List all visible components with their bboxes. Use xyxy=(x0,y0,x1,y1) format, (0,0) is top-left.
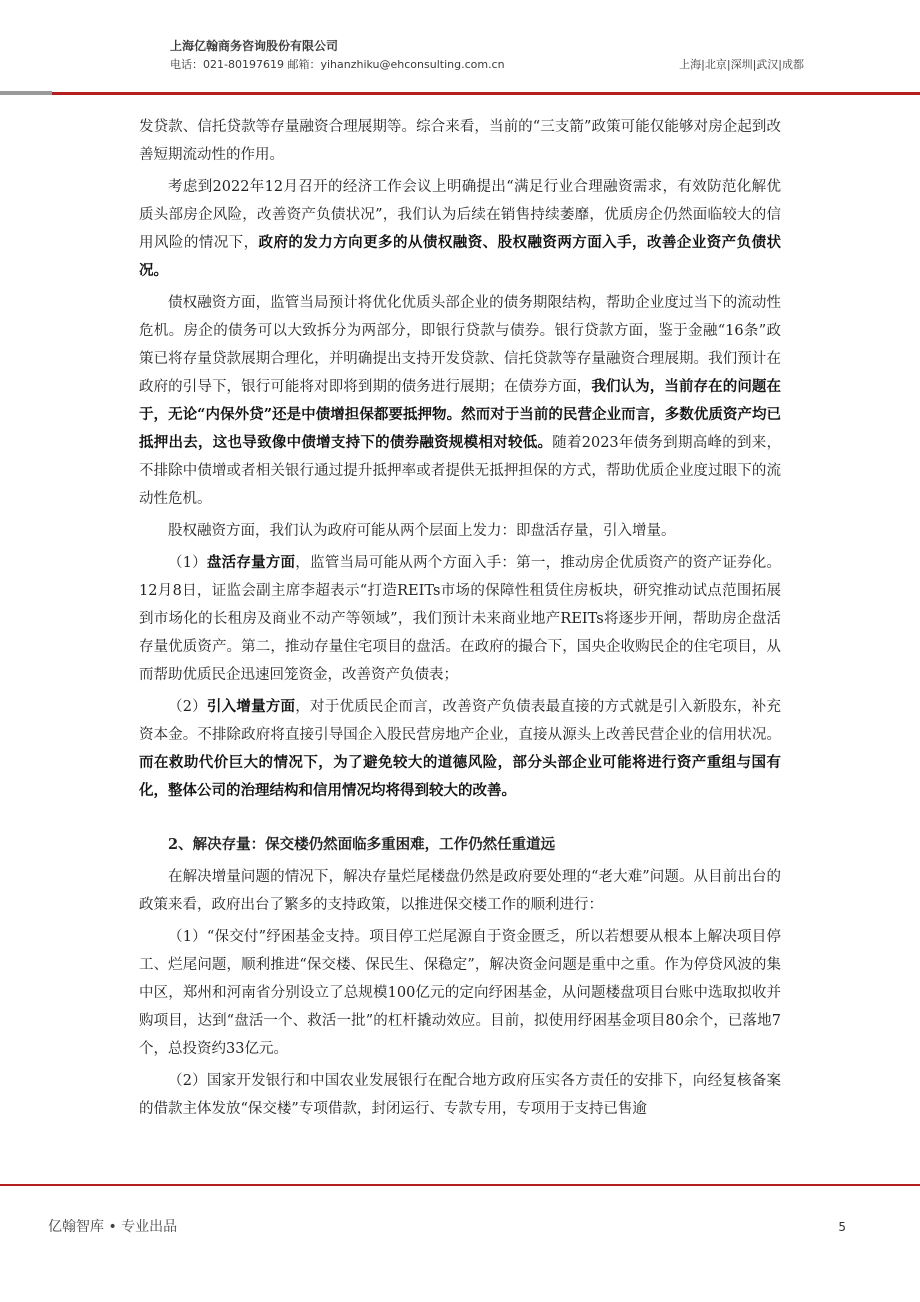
header-rule-red xyxy=(52,92,920,95)
paragraph-5-lead: （1） xyxy=(168,555,207,571)
paragraph-6 xyxy=(139,693,781,805)
paragraph-4: 股权融资方面，我们认为政府可能从两个层面上发力：即盘活存量，引入增量。 xyxy=(168,523,676,539)
contact-info: 电话：021-80197619 邮箱：yihanzhiku@ehconsulting.com.cn xyxy=(170,58,505,71)
section-heading: 2、解决存量：保交楼仍然面临多重困难，工作仍然任重道远 xyxy=(168,836,556,853)
paragraph-3 xyxy=(139,289,781,513)
paragraph-5-bold: 盘活存量方面 xyxy=(206,554,296,571)
paragraph-9: （2）国家开发银行和中国农业发展银行在配合地方政府压实各方责任的安排下，向经复核备案的借款主体发放“保交楼”专项借款，封闭运行、专款专用，专项用于支持已售逾 xyxy=(139,1073,781,1117)
header-rule-gray xyxy=(0,91,52,95)
paragraph-6-lead: （2） xyxy=(168,699,207,715)
paragraph-5 xyxy=(139,549,781,689)
company-name: 上海亿翰商务咨询股份有限公司 xyxy=(170,39,339,53)
page-body xyxy=(139,113,781,1127)
paragraph-6-bold: 引入增量方面 xyxy=(206,698,296,715)
office-cities: 上海|北京|深圳|武汉|成都 xyxy=(679,58,804,71)
footer-rule xyxy=(0,1184,920,1186)
paragraph-3-text: 债权融资方面，监管当局预计将优化优质头部企业的债务期限结构，帮助企业度过当下的流动性危机。房企的债务可以大致拆分为两部分，即银行贷款与债券。银行贷款方面，鉴于金融“16条”政策已将存量贷款展期合理化，并明确提出支持开发贷款、信托贷款等存量融资合理展期。我们预计在政府的引导下，银行可能将对即将到期的债务进行展期；在债券方面， xyxy=(139,295,781,395)
paragraph-1: 发贷款、信托贷款等存量融资合理展期等。综合来看，当前的“三支箭”政策可能仅能够对房企起到改善短期流动性的作用。 xyxy=(139,119,781,163)
paragraph-5-text: ，监管当局可能从两个方面入手：第一，推动房企优质资产的资产证券化。12月8日，证监会副主席李超表示“打造REITs市场的保障性租赁住房板块，研究推动试点范围拓展到市场化的长租房及商业不动产等领域”，我们预计未来商业地产REITs将逐步开闸，帮助房企盘活存量优质资产。第二，推动存量住宅项目的盘活。在政府的撮合下，国央企收购民企的住宅项目，从而帮助优质民企迅速回笼资金，改善资产负债表； xyxy=(139,555,781,683)
paragraph-6-bold-tail: 而在救助代价巨大的情况下，为了避免较大的道德风险，部分头部企业可能将进行资产重组与国有化，整体公司的治理结构和信用情况均将得到较大的改善。 xyxy=(139,754,781,799)
page-header xyxy=(0,0,920,100)
footer-brand: 亿翰智库 • 专业出品 xyxy=(48,1219,178,1235)
paragraph-3-bold: 我们认为，当前存在的问题在于，无论“内保外贷”还是中债增担保都要抵押物。然而对于当前的民营企业而言，多数优质资产均已抵押出去，这也导致像中债增支持下的债券融资规模相对较低。 xyxy=(139,378,782,451)
paragraph-6-text: ，对于优质民企而言，改善资产负债表最直接的方式就是引入新股东，补充资本金。不排除政府将直接引导国企入股民营房地产企业，直接从源头上改善民营企业的信用状况。 xyxy=(139,699,781,743)
paragraph-3-tail: 随着2023年债务到期高峰的到来，不排除中债增或者相关银行通过提升抵押率或者提供无抵押担保的方式，帮助优质企业度过眼下的流动性危机。 xyxy=(139,435,781,507)
paragraph-2-bold: 政府的发力方向更多的从债权融资、股权融资两方面入手，改善企业资产负债状况。 xyxy=(139,234,782,279)
paragraph-2-text: 考虑到2022年12月召开的经济工作会议上明确提出“满足行业合理融资需求，有效防范化解优质头部房企风险，改善资产负债状况”，我们认为后续在销售持续萎靡，优质房企仍然面临较大的信用风险的情况下， xyxy=(139,179,781,251)
paragraph-2 xyxy=(139,173,781,285)
paragraph-7: 在解决增量问题的情况下，解决存量烂尾楼盘仍然是政府要处理的“老大难”问题。从目前出台的政策来看，政府出台了繁多的支持政策，以推进保交楼工作的顺利进行： xyxy=(139,869,781,913)
section-spacer xyxy=(139,809,781,831)
page-number: 5 xyxy=(838,1220,846,1234)
paragraph-8: （1）“保交付”纾困基金支持。项目停工烂尾源自于资金匮乏，所以若想要从根本上解决项目停工、烂尾问题，顺利推进“保交楼、保民生、保稳定”，解决资金问题是重中之重。作为停贷风波的集中区，郑州和河南省分别设立了总规模100亿元的定向纾困基金，从问题楼盘项目台账中选取拟收并购项目，达到“盘活一个、救活一批”的杠杆撬动效应。目前，拟使用纾困基金项目80余个，已落地7个，总投资约33亿元。 xyxy=(139,929,781,1057)
